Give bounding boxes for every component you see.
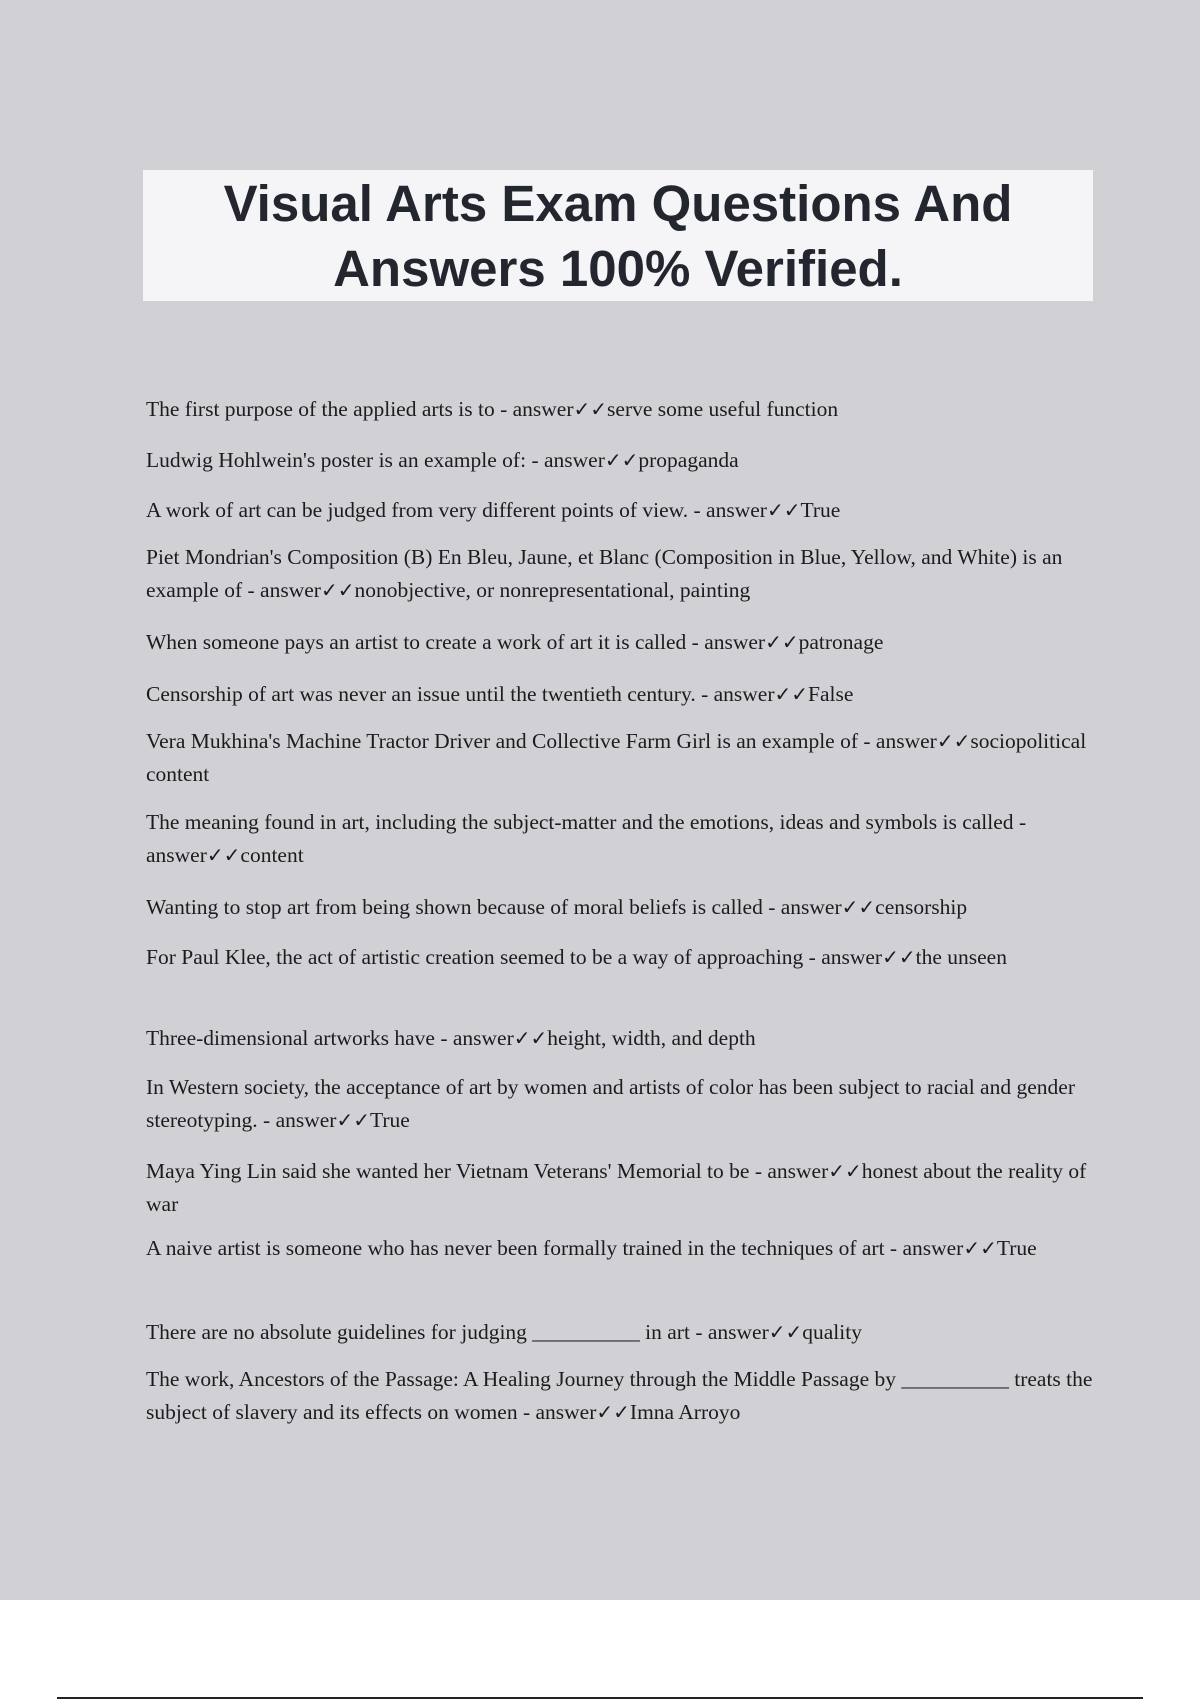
qa-item [146,891,1096,924]
double-check-icon: ✓✓ [596,1400,630,1424]
answer-marker: - answer [691,630,766,654]
title-banner [143,170,1093,301]
qa-item [146,1155,1096,1221]
double-check-icon: ✓✓ [513,1026,548,1050]
answer-text: False [808,682,854,706]
question-text: The work, Ancestors of the Passage: A Healing Journey through the Middle Passage by __________ treats the subject of slavery and its effects on women [146,1367,1093,1424]
question-text: A naive artist is someone who has never been formally trained in the techniques of art [146,1236,885,1260]
answer-text: honest about the reality of war [146,1159,1087,1216]
answer-marker: - answer [701,682,775,706]
question-text: Wanting to stop art from being shown because of moral beliefs is called [146,895,763,919]
question-text: The first purpose of the applied arts is to [146,397,495,421]
answer-text: content [240,843,304,867]
answer-text: True [996,1236,1037,1260]
qa-item [146,626,1096,659]
qa-item [146,393,1096,426]
double-check-icon: ✓✓ [882,945,916,969]
double-check-icon: ✓✓ [963,1236,997,1260]
qa-item [146,941,1096,974]
question-text: Censorship of art was never an issue until the twentieth century. [146,682,696,706]
answer-text: quality [802,1320,862,1344]
answer-text: sociopolitical content [146,729,1087,786]
answer-marker: - answer [695,1320,769,1344]
question-text: Maya Ying Lin said she wanted her Vietnam Veterans' Memorial to be [146,1159,750,1183]
question-text: Piet Mondrian's Composition (B) En Bleu, Jaune, et Blanc (Composition in Blue, Yellow, and White) is an example of [146,545,1063,602]
question-text: For Paul Klee, the act of artistic creation seemed to be a way of approaching [146,945,804,969]
double-check-icon: ✓✓ [573,397,608,421]
answer-marker: - answer [531,448,605,472]
qa-item [146,806,1096,872]
qa-item [146,1071,1096,1137]
question-text: Vera Mukhina's Machine Tractor Driver and Collective Farm Girl is an example of [146,729,858,753]
question-text: The meaning found in art, including the subject-matter and the emotions, ideas and symbols is called [146,810,1014,834]
answer-marker: - answer [247,578,321,602]
double-check-icon: ✓✓ [320,578,355,602]
double-check-icon: ✓✓ [336,1108,370,1132]
answer-text: serve some useful function [607,397,839,421]
answer-text: height, width, and depth [547,1026,756,1050]
answer-text: True [370,1108,410,1132]
double-check-icon: ✓✓ [604,448,639,472]
answer-marker: - answer [146,810,1027,867]
question-text: When someone pays an artist to create a work of art it is called [146,630,687,654]
answer-marker: - answer [440,1026,514,1050]
answer-text: censorship [875,895,968,919]
answer-text: patronage [798,630,884,654]
answer-text: Imna Arroyo [629,1400,741,1424]
answer-marker: - answer [768,895,842,919]
qa-item [146,541,1096,607]
question-text: Three-dimensional artworks have [146,1026,435,1050]
answer-text: the unseen [915,945,1007,969]
answer-text: True [800,498,841,522]
answer-text: nonobjective, or nonrepresentational, painting [354,578,751,602]
qa-item [146,725,1096,791]
double-check-icon: ✓✓ [774,682,809,706]
double-check-icon: ✓✓ [768,1320,803,1344]
question-text: There are no absolute guidelines for judging __________ in art [146,1320,690,1344]
qa-item [146,1022,1096,1055]
double-check-icon: ✓✓ [206,843,241,867]
double-check-icon: ✓✓ [766,498,801,522]
footer-divider [57,1697,1143,1699]
double-check-icon: ✓✓ [841,895,876,919]
answer-marker: - answer [863,729,937,753]
answer-marker: - answer [522,1400,597,1424]
qa-item [146,444,1096,477]
qa-item [146,1232,1096,1265]
qa-item [146,1363,1096,1429]
qa-item [146,494,1096,527]
qa-item [146,678,1096,711]
answer-marker: - answer [263,1108,337,1132]
answer-marker: - answer [808,945,883,969]
answer-marker: - answer [754,1159,829,1183]
answer-marker: - answer [693,498,767,522]
question-text: Ludwig Hohlwein's poster is an example of: [146,448,527,472]
answer-text: propaganda [638,448,739,472]
double-check-icon: ✓✓ [828,1159,862,1183]
answer-marker: - answer [889,1236,964,1260]
qa-item [146,1316,1096,1349]
document-title: Visual Arts Exam Questions And Answers 100% Verified. [223,174,1013,297]
question-text: A work of art can be judged from very different points of view. [146,498,689,522]
double-check-icon: ✓✓ [936,729,971,753]
double-check-icon: ✓✓ [765,630,799,654]
answer-marker: - answer [500,397,574,421]
question-text: In Western society, the acceptance of art by women and artists of color has been subject to racial and gender stereotyping. [146,1075,1075,1132]
